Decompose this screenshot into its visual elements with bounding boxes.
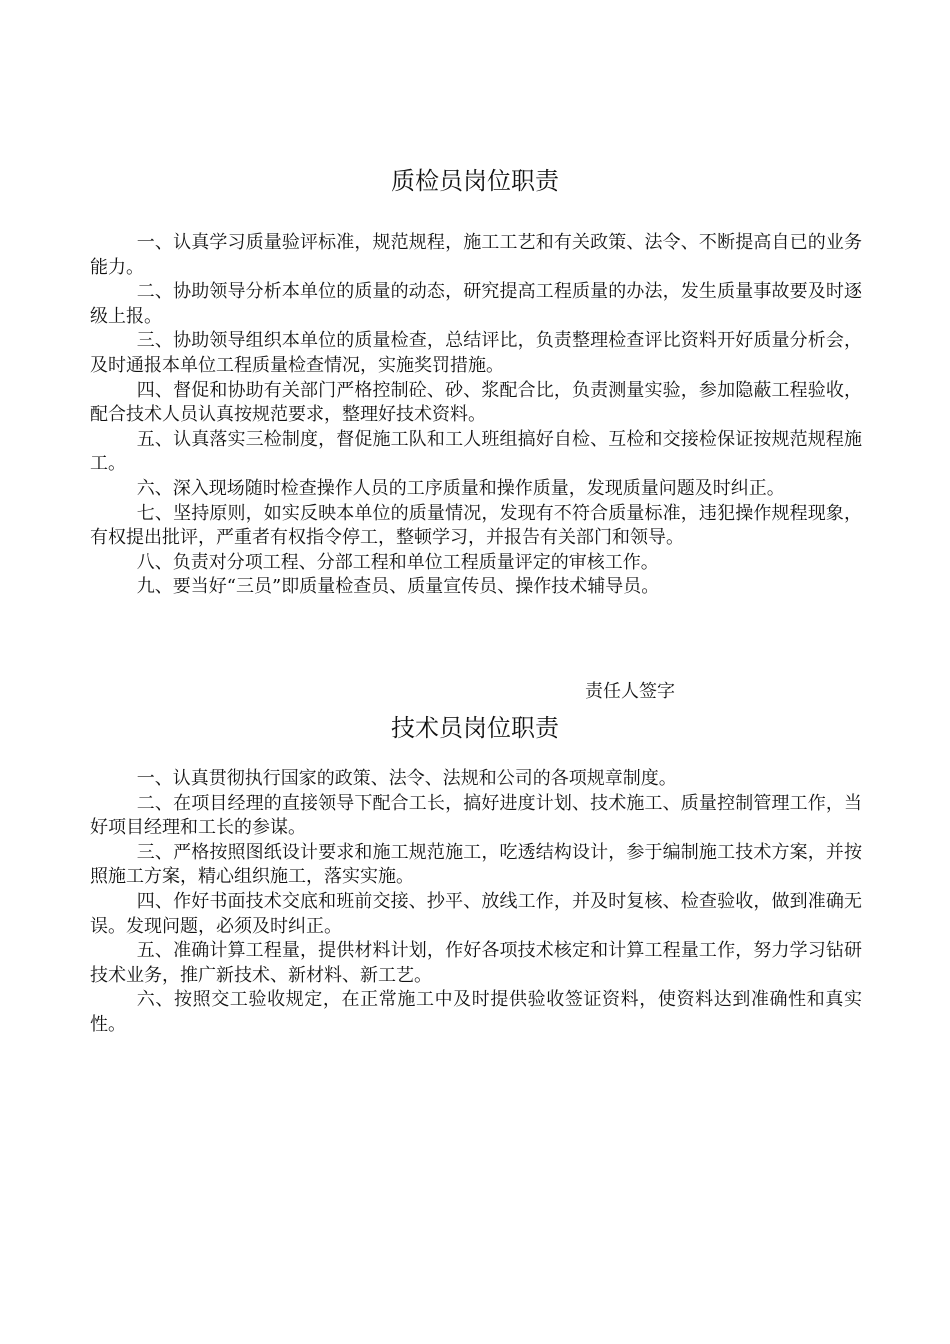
duty-item: 二、在项目经理的直接领导下配合工长，搞好进度计划、技术施工、质量控制管理工作，当好项目经理和工长的参谋。 xyxy=(90,792,862,839)
duty-item: 七、坚持原则，如实反映本单位的质量情况，发现有不符合质量标准，违犯操作规程现象，有权提出批评，严重者有权指令停工，整顿学习，并报告有关部门和领导。 xyxy=(90,502,862,549)
duty-item: 三、协助领导组织本单位的质量检查，总结评比，负责整理检查评比资料开好质量分析会，及时通报本单位工程质量检查情况，实施奖罚措施。 xyxy=(90,330,862,376)
duty-item: 六、按照交工验收规定，在正常施工中及时提供验收签证资料，使资料达到准确性和真实性。 xyxy=(90,989,862,1035)
duty-item: 一、认真学习质量验评标准，规范规程，施工工艺和有关政策、法令、不断提高自已的业务能力。 xyxy=(90,232,862,278)
duty-item: 八、负责对分项工程、分部工程和单位工程质量评定的审核工作。 xyxy=(136,551,659,573)
duty-item: 四、作好书面技术交底和班前交接、抄平、放线工作，并及时复核、检查验收，做到准确无误。发现问题，必须及时纠正。 xyxy=(90,890,862,937)
section-title-quality-inspector: 质检员岗位职责 xyxy=(391,167,559,195)
section-title-technician: 技术员岗位职责 xyxy=(391,714,559,742)
duty-item: 五、认真落实三检制度，督促施工队和工人班组搞好自检、互检和交接检保证按规范规程施工。 xyxy=(90,428,862,475)
signature-label: 责任人签字 xyxy=(585,681,675,702)
duty-item: 九、要当好“三员”即质量检查员、质量宣传员、操作技术辅导员。 xyxy=(136,576,660,598)
duty-item: 四、督促和协助有关部门严格控制砼、砂、浆配合比，负责测量实验，参加隐蔽工程验收，配合技术人员认真按规范要求，整理好技术资料。 xyxy=(90,379,862,426)
duty-item: 五、准确计算工程量，提供材料计划，作好各项技术核定和计算工程量工作，努力学习钻研技术业务，推广新技术、新材料、新工艺。 xyxy=(90,940,862,986)
duty-item: 三、严格按照图纸设计要求和施工规范施工，吃透结构设计，参于编制施工技术方案，并按照施工方案，精心组织施工，落实实施。 xyxy=(90,841,862,888)
duty-item: 一、认真贯彻执行国家的政策、法令、法规和公司的各项规章制度。 xyxy=(136,768,677,789)
technician-duties xyxy=(90,767,862,1038)
quality-inspector-duties xyxy=(90,231,862,600)
duty-item: 二、协助领导分析本单位的质量的动态，研究提高工程质量的办法，发生质量事故要及时逐级上报。 xyxy=(90,281,862,327)
duty-item: 六、深入现场随时检查操作人员的工序质量和操作质量，发现质量问题及时纠正。 xyxy=(136,477,785,499)
